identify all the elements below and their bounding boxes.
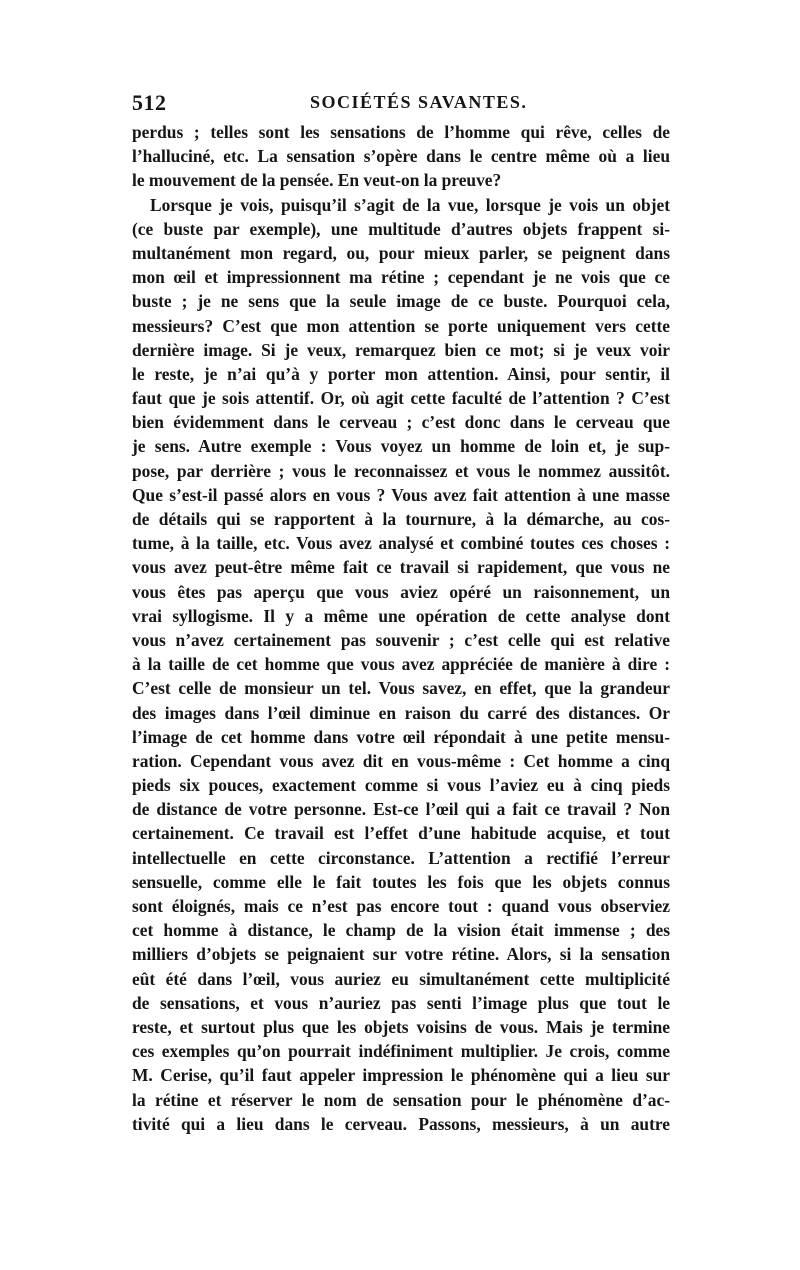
text-line: bien évidemment dans le cerveau ; c’est donc dans le cerveau que — [132, 412, 670, 433]
text-line: vrai syllogisme. Il y a même une opération de cette analyse dont — [132, 605, 670, 626]
text-line: Que s’est-il passé alors en vous ? Vous avez fait attention à une masse — [132, 484, 670, 505]
text-line: à la taille de cet homme que vous avez appréciée de manière à dire : — [132, 654, 670, 675]
text-line: perdus ; telles sont les sensations de l’homme qui rêve, celles de — [132, 122, 670, 142]
text-line: pieds six pouces, exactement comme si vous l’aviez eu à cinq pieds — [132, 775, 670, 796]
text-line: reste, et surtout plus que les objets voisins de vous. Mais je termine — [132, 1016, 670, 1037]
text-line: ces exemples qu’on pourrait indéfiniment multiplier. Je crois, comme — [132, 1041, 670, 1062]
text-line: vous n’avez certainement pas souvenir ; c’est celle qui est relative — [132, 629, 670, 650]
text-line: Lorsque je vois, puisqu’il s’agit de la vue, lorsque je vois un objet — [150, 194, 670, 215]
text-line: ration. Cependant vous avez dit en vous-même : Cet homme a cinq — [132, 750, 670, 771]
text-line: vous êtes pas aperçu que vous aviez opéré un raisonnement, un — [132, 581, 670, 602]
body-text — [132, 120, 670, 1136]
page-header — [132, 90, 670, 120]
text-line: cet homme à distance, le champ de la vision était immense ; des — [132, 920, 670, 941]
text-line: multanément mon regard, ou, pour mieux parler, se peignent dans — [132, 242, 670, 263]
text-line: de détails qui se rapportent à la tournure, à la démarche, au cos- — [132, 509, 670, 529]
text-line: l’image de cet homme dans votre œil répondait à une petite mensu- — [132, 726, 670, 747]
text-line: de distance de votre personne. Est-ce l’œil qui a fait ce travail ? Non — [132, 799, 670, 820]
text-line: pose, par derrière ; vous le reconnaissez et vous le nommez aussitôt. — [132, 460, 670, 481]
page-number: 512 — [132, 90, 167, 115]
text-line: l’halluciné, etc. La sensation s’opère dans le centre même où a lieu — [132, 146, 670, 167]
text-line: le mouvement de la pensée. En veut-on la preuve? — [132, 170, 502, 191]
text-line: je sens. Autre exemple : Vous voyez un homme de loin et, je sup- — [132, 436, 670, 457]
text-line: certainement. Ce travail est l’effet d’une habitude acquise, et tout — [132, 823, 670, 844]
text-line: mon œil et impressionnent ma rétine ; cependant je ne vois que ce — [132, 267, 670, 288]
text-line: C’est celle de monsieur un tel. Vous savez, en effet, que la grandeur — [132, 678, 670, 699]
text-line: de sensations, et vous n’auriez pas senti l’image plus que tout le — [132, 992, 670, 1013]
text-line: tume, à la taille, etc. Vous avez analysé et combiné toutes ces choses : — [132, 533, 670, 554]
text-line: le reste, je n’ai qu’à y porter mon attention. Ainsi, pour sentir, il — [132, 363, 670, 384]
text-line: eût été dans l’œil, vous auriez eu simultanément cette multiplicité — [132, 968, 670, 989]
text-line: buste ; je ne sens que la seule image de ce buste. Pourquoi cela, — [132, 291, 670, 312]
text-line: faut que je sois attentif. Or, où agit cette faculté de l’attention ? C’est — [132, 388, 670, 409]
text-line: sont éloignés, mais ce n’est pas encore tout : quand vous observiez — [132, 896, 670, 916]
text-line: la rétine et réserver le nom de sensation pour le phénomène d’ac- — [132, 1089, 670, 1110]
text-line: messieurs? C’est que mon attention se porte uniquement vers cette — [132, 315, 670, 336]
text-line: (ce buste par exemple), une multitude d’autres objets frappent si- — [132, 218, 670, 239]
text-line: vous avez peut-être même fait ce travail si rapidement, que vous ne — [132, 557, 670, 578]
text-line: tivité qui a lieu dans le cerveau. Passons, messieurs, à un autre — [132, 1113, 670, 1134]
text-line: des images dans l’œil diminue en raison du carré des distances. Or — [132, 702, 670, 723]
text-line: milliers d’objets se peignaient sur votre rétine. Alors, si la sensation — [132, 944, 670, 965]
text-line: intellectuelle en cette circonstance. L’attention a rectifié l’erreur — [132, 847, 670, 868]
text-line: M. Cerise, qu’il faut appeler impression le phénomène qui a lieu sur — [132, 1065, 670, 1086]
text-line: sensuelle, comme elle le fait toutes les fois que les objets connus — [132, 871, 670, 892]
running-title: SOCIÉTÉS SAVANTES. — [310, 92, 528, 112]
text-line: dernière image. Si je veux, remarquez bien ce mot; si je veux voir — [132, 339, 670, 360]
